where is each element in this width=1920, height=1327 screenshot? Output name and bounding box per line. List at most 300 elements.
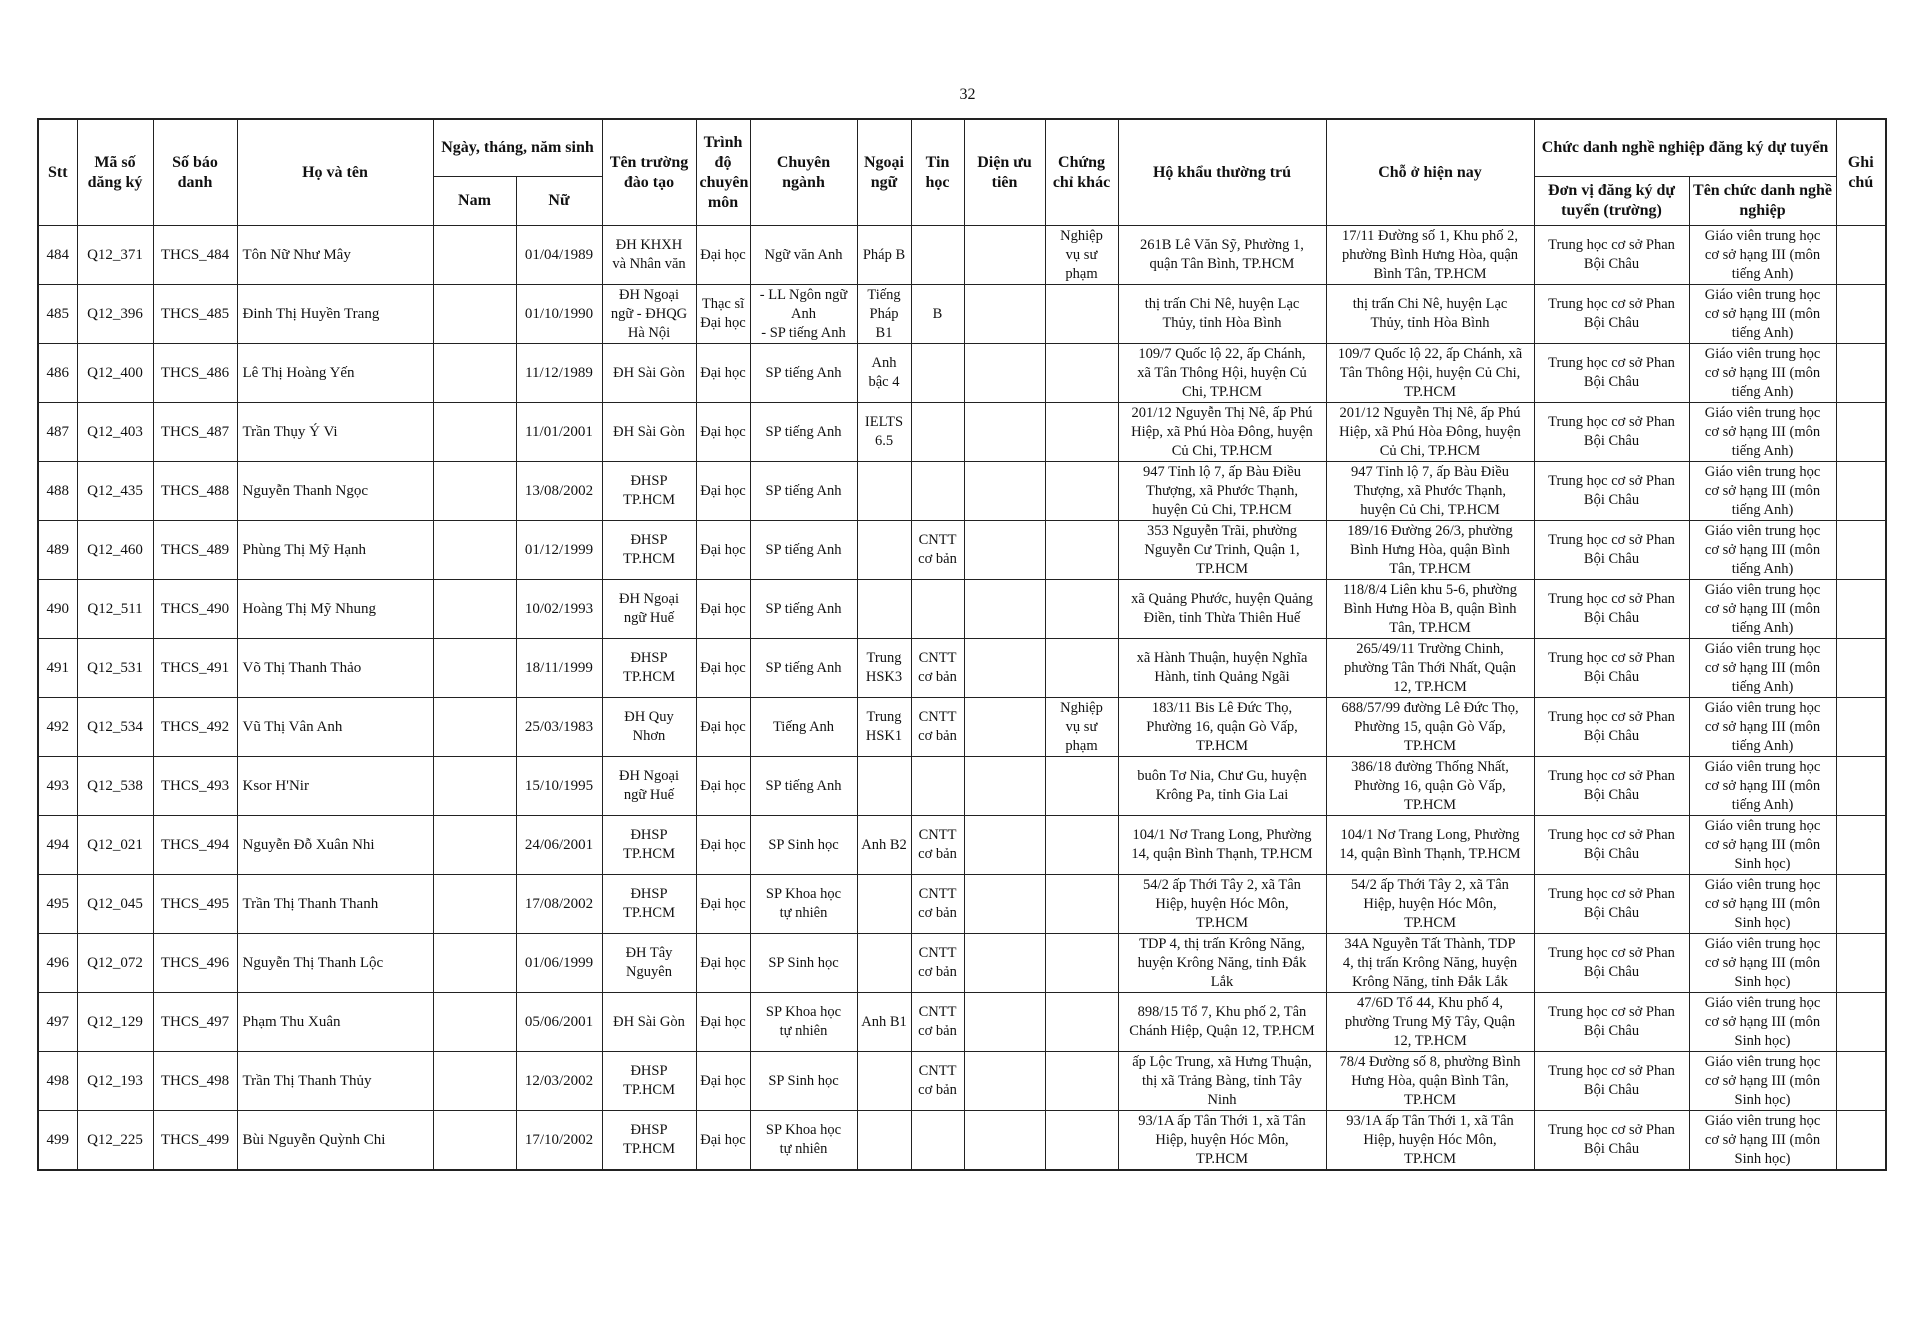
cell-stt: 489	[38, 521, 77, 580]
cell-dien-uu-tien	[964, 344, 1045, 403]
cell-trinh-do: Đại học	[696, 816, 750, 875]
cell-nu: 01/12/1999	[516, 521, 602, 580]
cell-tin-hoc	[911, 757, 964, 816]
header-ngay-sinh: Ngày, tháng, năm sinh	[433, 119, 602, 177]
cell-trinh-do: Đại học	[696, 344, 750, 403]
cell-so-bao-danh: THCS_484	[153, 226, 237, 285]
header-chung-chi: Chứng chỉ khác	[1045, 119, 1118, 226]
cell-chuyen-nganh: SP tiếng Anh	[750, 344, 857, 403]
cell-ho-khau: buôn Tơ Nia, Chư Gu, huyện Krông Pa, tỉnh Gia Lai	[1118, 757, 1326, 816]
cell-don-vi: Trung học cơ sở Phan Bội Châu	[1534, 344, 1689, 403]
cell-ngoai-ngu: Pháp B	[857, 226, 911, 285]
header-ghi-chu: Ghi chú	[1836, 119, 1886, 226]
cell-ma-so: Q12_371	[77, 226, 153, 285]
cell-truong: ĐHSP TP.HCM	[602, 521, 696, 580]
cell-ho-khau: 947 Tỉnh lộ 7, ấp Bàu Điều Thượng, xã Phước Thạnh, huyện Củ Chi, TP.HCM	[1118, 462, 1326, 521]
cell-ghi-chu	[1836, 462, 1886, 521]
cell-cho-o: 189/16 Đường 26/3, phường Bình Hưng Hòa, quận Bình Tân, TP.HCM	[1326, 521, 1534, 580]
cell-ho-khau: 104/1 Nơ Trang Long, Phường 14, quận Bình Thạnh, TP.HCM	[1118, 816, 1326, 875]
cell-nam	[433, 1052, 516, 1111]
cell-ngoai-ngu: Tiếng Pháp B1	[857, 285, 911, 344]
cell-chuyen-nganh: SP tiếng Anh	[750, 580, 857, 639]
cell-dien-uu-tien	[964, 226, 1045, 285]
cell-cho-o: 118/8/4 Liên khu 5-6, phường Bình Hưng Hòa B, quận Bình Tân, TP.HCM	[1326, 580, 1534, 639]
cell-don-vi: Trung học cơ sở Phan Bội Châu	[1534, 1111, 1689, 1171]
cell-chuc-danh: Giáo viên trung học cơ sở hạng III (môn tiếng Anh)	[1689, 521, 1836, 580]
cell-tin-hoc	[911, 344, 964, 403]
cell-chung-chi	[1045, 1052, 1118, 1111]
cell-chuyen-nganh: SP tiếng Anh	[750, 403, 857, 462]
cell-chuyen-nganh: SP tiếng Anh	[750, 757, 857, 816]
cell-ngoai-ngu	[857, 521, 911, 580]
cell-ho-khau: xã Hành Thuận, huyện Nghĩa Hành, tỉnh Quảng Ngãi	[1118, 639, 1326, 698]
cell-ho-ten: Ksor H'Nir	[237, 757, 433, 816]
cell-truong: ĐH Ngoại ngữ Huế	[602, 580, 696, 639]
header-so-bao-danh: Số báo danh	[153, 119, 237, 226]
cell-truong: ĐH KHXH và Nhân văn	[602, 226, 696, 285]
header-truong: Tên trường đào tạo	[602, 119, 696, 226]
cell-tin-hoc: CNTT cơ bản	[911, 698, 964, 757]
cell-dien-uu-tien	[964, 403, 1045, 462]
cell-dien-uu-tien	[964, 698, 1045, 757]
cell-ho-ten: Võ Thị Thanh Thảo	[237, 639, 433, 698]
cell-tin-hoc	[911, 1111, 964, 1171]
cell-ma-so: Q12_403	[77, 403, 153, 462]
cell-ho-ten: Trần Thụy Ý Vi	[237, 403, 433, 462]
cell-truong: ĐH Sài Gòn	[602, 993, 696, 1052]
cell-tin-hoc: CNTT cơ bản	[911, 639, 964, 698]
cell-ho-khau: 353 Nguyễn Trãi, phường Nguyễn Cư Trinh, Quận 1, TP.HCM	[1118, 521, 1326, 580]
cell-ma-so: Q12_045	[77, 875, 153, 934]
cell-chung-chi	[1045, 993, 1118, 1052]
cell-chuc-danh: Giáo viên trung học cơ sở hạng III (môn Sinh học)	[1689, 934, 1836, 993]
cell-ho-khau: 898/15 Tổ 7, Khu phố 2, Tân Chánh Hiệp, Quận 12, TP.HCM	[1118, 993, 1326, 1052]
cell-chuc-danh: Giáo viên trung học cơ sở hạng III (môn tiếng Anh)	[1689, 285, 1836, 344]
cell-tin-hoc	[911, 403, 964, 462]
cell-nam	[433, 521, 516, 580]
cell-nam	[433, 344, 516, 403]
cell-ngoai-ngu: IELTS 6.5	[857, 403, 911, 462]
cell-cho-o: 34A Nguyễn Tất Thành, TDP 4, thị trấn Krông Năng, huyện Krông Năng, tỉnh Đắk Lắk	[1326, 934, 1534, 993]
cell-stt: 499	[38, 1111, 77, 1171]
cell-ghi-chu	[1836, 344, 1886, 403]
cell-ho-khau: 93/1A ấp Tân Thới 1, xã Tân Hiệp, huyện Hóc Môn, TP.HCM	[1118, 1111, 1326, 1171]
cell-chuc-danh: Giáo viên trung học cơ sở hạng III (môn Sinh học)	[1689, 1052, 1836, 1111]
cell-ngoai-ngu	[857, 1052, 911, 1111]
cell-ho-ten: Nguyễn Thanh Ngọc	[237, 462, 433, 521]
cell-trinh-do: Đại học	[696, 1052, 750, 1111]
cell-don-vi: Trung học cơ sở Phan Bội Châu	[1534, 757, 1689, 816]
cell-ho-khau: TDP 4, thị trấn Krông Năng, huyện Krông Năng, tỉnh Đắk Lắk	[1118, 934, 1326, 993]
cell-ma-so: Q12_129	[77, 993, 153, 1052]
cell-dien-uu-tien	[964, 757, 1045, 816]
cell-chuyen-nganh: SP Sinh học	[750, 934, 857, 993]
cell-chung-chi	[1045, 816, 1118, 875]
cell-ngoai-ngu: Trung HSK3	[857, 639, 911, 698]
cell-don-vi: Trung học cơ sở Phan Bội Châu	[1534, 934, 1689, 993]
cell-nam	[433, 875, 516, 934]
cell-truong: ĐH Quy Nhơn	[602, 698, 696, 757]
cell-nam	[433, 285, 516, 344]
cell-dien-uu-tien	[964, 521, 1045, 580]
cell-nu: 05/06/2001	[516, 993, 602, 1052]
cell-ghi-chu	[1836, 639, 1886, 698]
cell-dien-uu-tien	[964, 875, 1045, 934]
cell-so-bao-danh: THCS_493	[153, 757, 237, 816]
cell-ngoai-ngu: Anh B1	[857, 993, 911, 1052]
cell-ma-so: Q12_534	[77, 698, 153, 757]
cell-ho-ten: Bùi Nguyễn Quỳnh Chi	[237, 1111, 433, 1171]
cell-chung-chi	[1045, 1111, 1118, 1171]
cell-nu: 12/03/2002	[516, 1052, 602, 1111]
cell-trinh-do: Đại học	[696, 875, 750, 934]
header-dien-uu-tien: Diện ưu tiên	[964, 119, 1045, 226]
cell-trinh-do: Đại học	[696, 1111, 750, 1171]
cell-nu: 10/02/1993	[516, 580, 602, 639]
cell-ngoai-ngu: Anh bậc 4	[857, 344, 911, 403]
cell-don-vi: Trung học cơ sở Phan Bội Châu	[1534, 285, 1689, 344]
cell-ngoai-ngu	[857, 934, 911, 993]
cell-ho-khau: xã Quảng Phước, huyện Quảng Điền, tỉnh Thừa Thiên Huế	[1118, 580, 1326, 639]
cell-nu: 25/03/1983	[516, 698, 602, 757]
cell-ho-khau: 201/12 Nguyễn Thị Nê, ấp Phú Hiệp, xã Phú Hòa Đông, huyện Củ Chi, TP.HCM	[1118, 403, 1326, 462]
cell-ho-ten: Hoàng Thị Mỹ Nhung	[237, 580, 433, 639]
cell-chuyen-nganh: SP tiếng Anh	[750, 521, 857, 580]
cell-so-bao-danh: THCS_485	[153, 285, 237, 344]
cell-truong: ĐHSP TP.HCM	[602, 1111, 696, 1171]
cell-ghi-chu	[1836, 875, 1886, 934]
cell-ngoai-ngu	[857, 757, 911, 816]
cell-trinh-do: Đại học	[696, 462, 750, 521]
cell-so-bao-danh: THCS_495	[153, 875, 237, 934]
cell-cho-o: 47/6D Tổ 44, Khu phố 4, phường Trung Mỹ Tây, Quận 12, TP.HCM	[1326, 993, 1534, 1052]
cell-ngoai-ngu: Anh B2	[857, 816, 911, 875]
cell-stt: 490	[38, 580, 77, 639]
cell-tin-hoc	[911, 226, 964, 285]
cell-ma-so: Q12_400	[77, 344, 153, 403]
cell-stt: 486	[38, 344, 77, 403]
cell-nu: 17/08/2002	[516, 875, 602, 934]
cell-chuyen-nganh: - LL Ngôn ngữ Anh - SP tiếng Anh	[750, 285, 857, 344]
cell-chung-chi	[1045, 521, 1118, 580]
cell-ngoai-ngu: Trung HSK1	[857, 698, 911, 757]
cell-truong: ĐHSP TP.HCM	[602, 816, 696, 875]
cell-ho-khau: 54/2 ấp Thới Tây 2, xã Tân Hiệp, huyện Hóc Môn, TP.HCM	[1118, 875, 1326, 934]
table-row	[38, 1052, 1886, 1111]
cell-chung-chi: Nghiệp vụ sư phạm	[1045, 698, 1118, 757]
cell-chung-chi	[1045, 285, 1118, 344]
cell-nam	[433, 1111, 516, 1171]
cell-so-bao-danh: THCS_491	[153, 639, 237, 698]
cell-chuyen-nganh: SP tiếng Anh	[750, 639, 857, 698]
cell-nu: 17/10/2002	[516, 1111, 602, 1171]
cell-ma-so: Q12_193	[77, 1052, 153, 1111]
cell-ho-ten: Đinh Thị Huyền Trang	[237, 285, 433, 344]
cell-chung-chi	[1045, 934, 1118, 993]
cell-stt: 484	[38, 226, 77, 285]
cell-ghi-chu	[1836, 934, 1886, 993]
cell-stt: 492	[38, 698, 77, 757]
cell-nu: 15/10/1995	[516, 757, 602, 816]
cell-so-bao-danh: THCS_492	[153, 698, 237, 757]
cell-so-bao-danh: THCS_499	[153, 1111, 237, 1171]
cell-ho-ten: Trần Thị Thanh Thủy	[237, 1052, 433, 1111]
cell-ghi-chu	[1836, 816, 1886, 875]
cell-tin-hoc	[911, 580, 964, 639]
cell-ma-so: Q12_511	[77, 580, 153, 639]
cell-nu: 11/01/2001	[516, 403, 602, 462]
cell-tin-hoc: CNTT cơ bản	[911, 521, 964, 580]
cell-tin-hoc: CNTT cơ bản	[911, 1052, 964, 1111]
cell-ghi-chu	[1836, 285, 1886, 344]
header-ma-so: Mã số dăng ký	[77, 119, 153, 226]
cell-ghi-chu	[1836, 226, 1886, 285]
cell-chung-chi	[1045, 580, 1118, 639]
cell-tin-hoc: CNTT cơ bản	[911, 934, 964, 993]
cell-so-bao-danh: THCS_489	[153, 521, 237, 580]
cell-chuc-danh: Giáo viên trung học cơ sở hạng III (môn Sinh học)	[1689, 875, 1836, 934]
cell-nu: 11/12/1989	[516, 344, 602, 403]
cell-nam	[433, 226, 516, 285]
header-ngoai-ngu: Ngoại ngữ	[857, 119, 911, 226]
cell-trinh-do: Đại học	[696, 993, 750, 1052]
header-nu: Nữ	[516, 177, 602, 226]
cell-chuc-danh: Giáo viên trung học cơ sở hạng III (môn Sinh học)	[1689, 993, 1836, 1052]
cell-truong: ĐHSP TP.HCM	[602, 1052, 696, 1111]
cell-truong: ĐHSP TP.HCM	[602, 462, 696, 521]
header-cho-o: Chỗ ở hiện nay	[1326, 119, 1534, 226]
cell-so-bao-danh: THCS_498	[153, 1052, 237, 1111]
cell-trinh-do: Đại học	[696, 698, 750, 757]
table-row	[38, 403, 1886, 462]
cell-ho-ten: Nguyễn Thị Thanh Lộc	[237, 934, 433, 993]
cell-chuyen-nganh: SP tiếng Anh	[750, 462, 857, 521]
cell-stt: 496	[38, 934, 77, 993]
cell-chung-chi	[1045, 639, 1118, 698]
cell-ma-so: Q12_460	[77, 521, 153, 580]
cell-tin-hoc: CNTT cơ bản	[911, 816, 964, 875]
cell-so-bao-danh: THCS_496	[153, 934, 237, 993]
table-row	[38, 875, 1886, 934]
cell-so-bao-danh: THCS_486	[153, 344, 237, 403]
cell-cho-o: 386/18 đường Thống Nhất, Phường 16, quận Gò Vấp, TP.HCM	[1326, 757, 1534, 816]
cell-don-vi: Trung học cơ sở Phan Bội Châu	[1534, 226, 1689, 285]
table-row	[38, 757, 1886, 816]
cell-truong: ĐHSP TP.HCM	[602, 639, 696, 698]
cell-trinh-do: Đại học	[696, 521, 750, 580]
table-row	[38, 816, 1886, 875]
cell-so-bao-danh: THCS_497	[153, 993, 237, 1052]
cell-cho-o: thị trấn Chi Nê, huyện Lạc Thủy, tỉnh Hòa Bình	[1326, 285, 1534, 344]
cell-dien-uu-tien	[964, 1111, 1045, 1171]
header-trinh-do: Trình độ chuyên môn	[696, 119, 750, 226]
cell-stt: 487	[38, 403, 77, 462]
cell-ma-so: Q12_021	[77, 816, 153, 875]
cell-chuc-danh: Giáo viên trung học cơ sở hạng III (môn Sinh học)	[1689, 816, 1836, 875]
cell-chung-chi	[1045, 757, 1118, 816]
cell-ma-so: Q12_225	[77, 1111, 153, 1171]
cell-stt: 497	[38, 993, 77, 1052]
cell-ho-khau: ấp Lộc Trung, xã Hưng Thuận, thị xã Trảng Bàng, tỉnh Tây Ninh	[1118, 1052, 1326, 1111]
cell-ngoai-ngu	[857, 462, 911, 521]
cell-chuyen-nganh: SP Khoa học tự nhiên	[750, 1111, 857, 1171]
cell-chuyen-nganh: SP Khoa học tự nhiên	[750, 993, 857, 1052]
cell-cho-o: 17/11 Đường số 1, Khu phố 2, phường Bình Hưng Hòa, quận Bình Tân, TP.HCM	[1326, 226, 1534, 285]
cell-chung-chi	[1045, 875, 1118, 934]
header-nam: Nam	[433, 177, 516, 226]
table-row	[38, 462, 1886, 521]
cell-dien-uu-tien	[964, 1052, 1045, 1111]
cell-ho-ten: Vũ Thị Vân Anh	[237, 698, 433, 757]
cell-nam	[433, 757, 516, 816]
candidate-table	[37, 118, 1887, 1171]
cell-ma-so: Q12_531	[77, 639, 153, 698]
cell-stt: 498	[38, 1052, 77, 1111]
page-number: 32	[959, 86, 976, 103]
cell-nu: 18/11/1999	[516, 639, 602, 698]
cell-trinh-do: Đại học	[696, 934, 750, 993]
table-row	[38, 993, 1886, 1052]
table-row	[38, 639, 1886, 698]
cell-ngoai-ngu	[857, 580, 911, 639]
cell-cho-o: 54/2 ấp Thới Tây 2, xã Tân Hiệp, huyện Hóc Môn, TP.HCM	[1326, 875, 1534, 934]
cell-don-vi: Trung học cơ sở Phan Bội Châu	[1534, 816, 1689, 875]
header-ho-ten: Họ và tên	[237, 119, 433, 226]
cell-ghi-chu	[1836, 698, 1886, 757]
cell-nam	[433, 698, 516, 757]
header-ho-khau: Hộ khẩu thường trú	[1118, 119, 1326, 226]
cell-nu: 01/10/1990	[516, 285, 602, 344]
cell-chuyen-nganh: Tiếng Anh	[750, 698, 857, 757]
cell-trinh-do: Đại học	[696, 639, 750, 698]
cell-ma-so: Q12_396	[77, 285, 153, 344]
cell-tin-hoc	[911, 462, 964, 521]
cell-chuc-danh: Giáo viên trung học cơ sở hạng III (môn tiếng Anh)	[1689, 403, 1836, 462]
cell-nam	[433, 934, 516, 993]
cell-truong: ĐH Sài Gòn	[602, 403, 696, 462]
table-row	[38, 285, 1886, 344]
cell-stt: 485	[38, 285, 77, 344]
cell-chuc-danh: Giáo viên trung học cơ sở hạng III (môn Sinh học)	[1689, 1111, 1836, 1171]
cell-cho-o: 109/7 Quốc lộ 22, ấp Chánh, xã Tân Thông Hội, huyện Củ Chi, TP.HCM	[1326, 344, 1534, 403]
cell-chuc-danh: Giáo viên trung học cơ sở hạng III (môn tiếng Anh)	[1689, 757, 1836, 816]
cell-trinh-do: Thạc sĩ Đại học	[696, 285, 750, 344]
table-row	[38, 1111, 1886, 1171]
cell-cho-o: 688/57/99 đường Lê Đức Thọ, Phường 15, quận Gò Vấp, TP.HCM	[1326, 698, 1534, 757]
cell-nu: 13/08/2002	[516, 462, 602, 521]
cell-chuyen-nganh: SP Khoa học tự nhiên	[750, 875, 857, 934]
cell-don-vi: Trung học cơ sở Phan Bội Châu	[1534, 462, 1689, 521]
cell-ghi-chu	[1836, 757, 1886, 816]
cell-chuyen-nganh: Ngữ văn Anh	[750, 226, 857, 285]
cell-chuc-danh: Giáo viên trung học cơ sở hạng III (môn tiếng Anh)	[1689, 639, 1836, 698]
cell-truong: ĐH Ngoại ngữ - ĐHQG Hà Nội	[602, 285, 696, 344]
header-stt: Stt	[38, 119, 77, 226]
cell-stt: 488	[38, 462, 77, 521]
cell-ho-ten: Lê Thị Hoàng Yến	[237, 344, 433, 403]
cell-ngoai-ngu	[857, 875, 911, 934]
cell-nam	[433, 816, 516, 875]
cell-cho-o: 104/1 Nơ Trang Long, Phường 14, quận Bình Thạnh, TP.HCM	[1326, 816, 1534, 875]
cell-ghi-chu	[1836, 580, 1886, 639]
cell-dien-uu-tien	[964, 580, 1045, 639]
cell-truong: ĐH Tây Nguyên	[602, 934, 696, 993]
cell-ho-ten: Trần Thị Thanh Thanh	[237, 875, 433, 934]
cell-truong: ĐHSP TP.HCM	[602, 875, 696, 934]
cell-ma-so: Q12_538	[77, 757, 153, 816]
cell-ho-khau: 109/7 Quốc lộ 22, ấp Chánh, xã Tân Thông Hội, huyện Củ Chi, TP.HCM	[1118, 344, 1326, 403]
cell-ghi-chu	[1836, 993, 1886, 1052]
cell-trinh-do: Đại học	[696, 580, 750, 639]
table-row	[38, 580, 1886, 639]
cell-cho-o: 265/49/11 Trường Chinh, phường Tân Thới Nhất, Quận 12, TP.HCM	[1326, 639, 1534, 698]
cell-truong: ĐH Sài Gòn	[602, 344, 696, 403]
cell-ho-khau: thị trấn Chi Nê, huyện Lạc Thủy, tỉnh Hòa Bình	[1118, 285, 1326, 344]
cell-chung-chi	[1045, 462, 1118, 521]
cell-nam	[433, 403, 516, 462]
cell-don-vi: Trung học cơ sở Phan Bội Châu	[1534, 580, 1689, 639]
cell-so-bao-danh: THCS_487	[153, 403, 237, 462]
cell-ma-so: Q12_072	[77, 934, 153, 993]
header-don-vi: Đơn vị đăng ký dự tuyển (trường)	[1534, 177, 1689, 226]
cell-chuc-danh: Giáo viên trung học cơ sở hạng III (môn tiếng Anh)	[1689, 344, 1836, 403]
cell-chuc-danh: Giáo viên trung học cơ sở hạng III (môn tiếng Anh)	[1689, 580, 1836, 639]
table-row	[38, 698, 1886, 757]
cell-don-vi: Trung học cơ sở Phan Bội Châu	[1534, 639, 1689, 698]
cell-nam	[433, 462, 516, 521]
cell-trinh-do: Đại học	[696, 757, 750, 816]
cell-don-vi: Trung học cơ sở Phan Bội Châu	[1534, 875, 1689, 934]
cell-ghi-chu	[1836, 403, 1886, 462]
cell-tin-hoc: CNTT cơ bản	[911, 875, 964, 934]
cell-nam	[433, 580, 516, 639]
cell-chuc-danh: Giáo viên trung học cơ sở hạng III (môn tiếng Anh)	[1689, 698, 1836, 757]
cell-dien-uu-tien	[964, 285, 1045, 344]
cell-nam	[433, 639, 516, 698]
cell-truong: ĐH Ngoại ngữ Huế	[602, 757, 696, 816]
cell-tin-hoc: CNTT cơ bản	[911, 993, 964, 1052]
table-row	[38, 344, 1886, 403]
cell-cho-o: 78/4 Đường số 8, phường Bình Hưng Hòa, quận Bình Tân, TP.HCM	[1326, 1052, 1534, 1111]
cell-nu: 24/06/2001	[516, 816, 602, 875]
table-row	[38, 226, 1886, 285]
cell-nam	[433, 993, 516, 1052]
cell-ghi-chu	[1836, 1111, 1886, 1171]
cell-trinh-do: Đại học	[696, 226, 750, 285]
cell-dien-uu-tien	[964, 816, 1045, 875]
cell-nu: 01/06/1999	[516, 934, 602, 993]
cell-trinh-do: Đại học	[696, 403, 750, 462]
cell-dien-uu-tien	[964, 934, 1045, 993]
cell-chuc-danh: Giáo viên trung học cơ sở hạng III (môn tiếng Anh)	[1689, 226, 1836, 285]
cell-stt: 493	[38, 757, 77, 816]
cell-ghi-chu	[1836, 1052, 1886, 1111]
cell-ho-khau: 261B Lê Văn Sỹ, Phường 1, quận Tân Bình, TP.HCM	[1118, 226, 1326, 285]
cell-ngoai-ngu	[857, 1111, 911, 1171]
cell-stt: 494	[38, 816, 77, 875]
cell-so-bao-danh: THCS_488	[153, 462, 237, 521]
table-row	[38, 934, 1886, 993]
header-ten-chuc-danh: Tên chức danh nghề nghiệp	[1689, 177, 1836, 226]
cell-cho-o: 201/12 Nguyễn Thị Nê, ấp Phú Hiệp, xã Phú Hòa Đông, huyện Củ Chi, TP.HCM	[1326, 403, 1534, 462]
cell-chuc-danh: Giáo viên trung học cơ sở hạng III (môn tiếng Anh)	[1689, 462, 1836, 521]
cell-cho-o: 947 Tỉnh lộ 7, ấp Bàu Điều Thượng, xã Phước Thạnh, huyện Củ Chi, TP.HCM	[1326, 462, 1534, 521]
cell-ho-khau: 183/11 Bis Lê Đức Thọ, Phường 16, quận Gò Vấp, TP.HCM	[1118, 698, 1326, 757]
cell-chung-chi: Nghiệp vụ sư phạm	[1045, 226, 1118, 285]
cell-ho-ten: Phùng Thị Mỹ Hạnh	[237, 521, 433, 580]
cell-dien-uu-tien	[964, 639, 1045, 698]
cell-don-vi: Trung học cơ sở Phan Bội Châu	[1534, 521, 1689, 580]
